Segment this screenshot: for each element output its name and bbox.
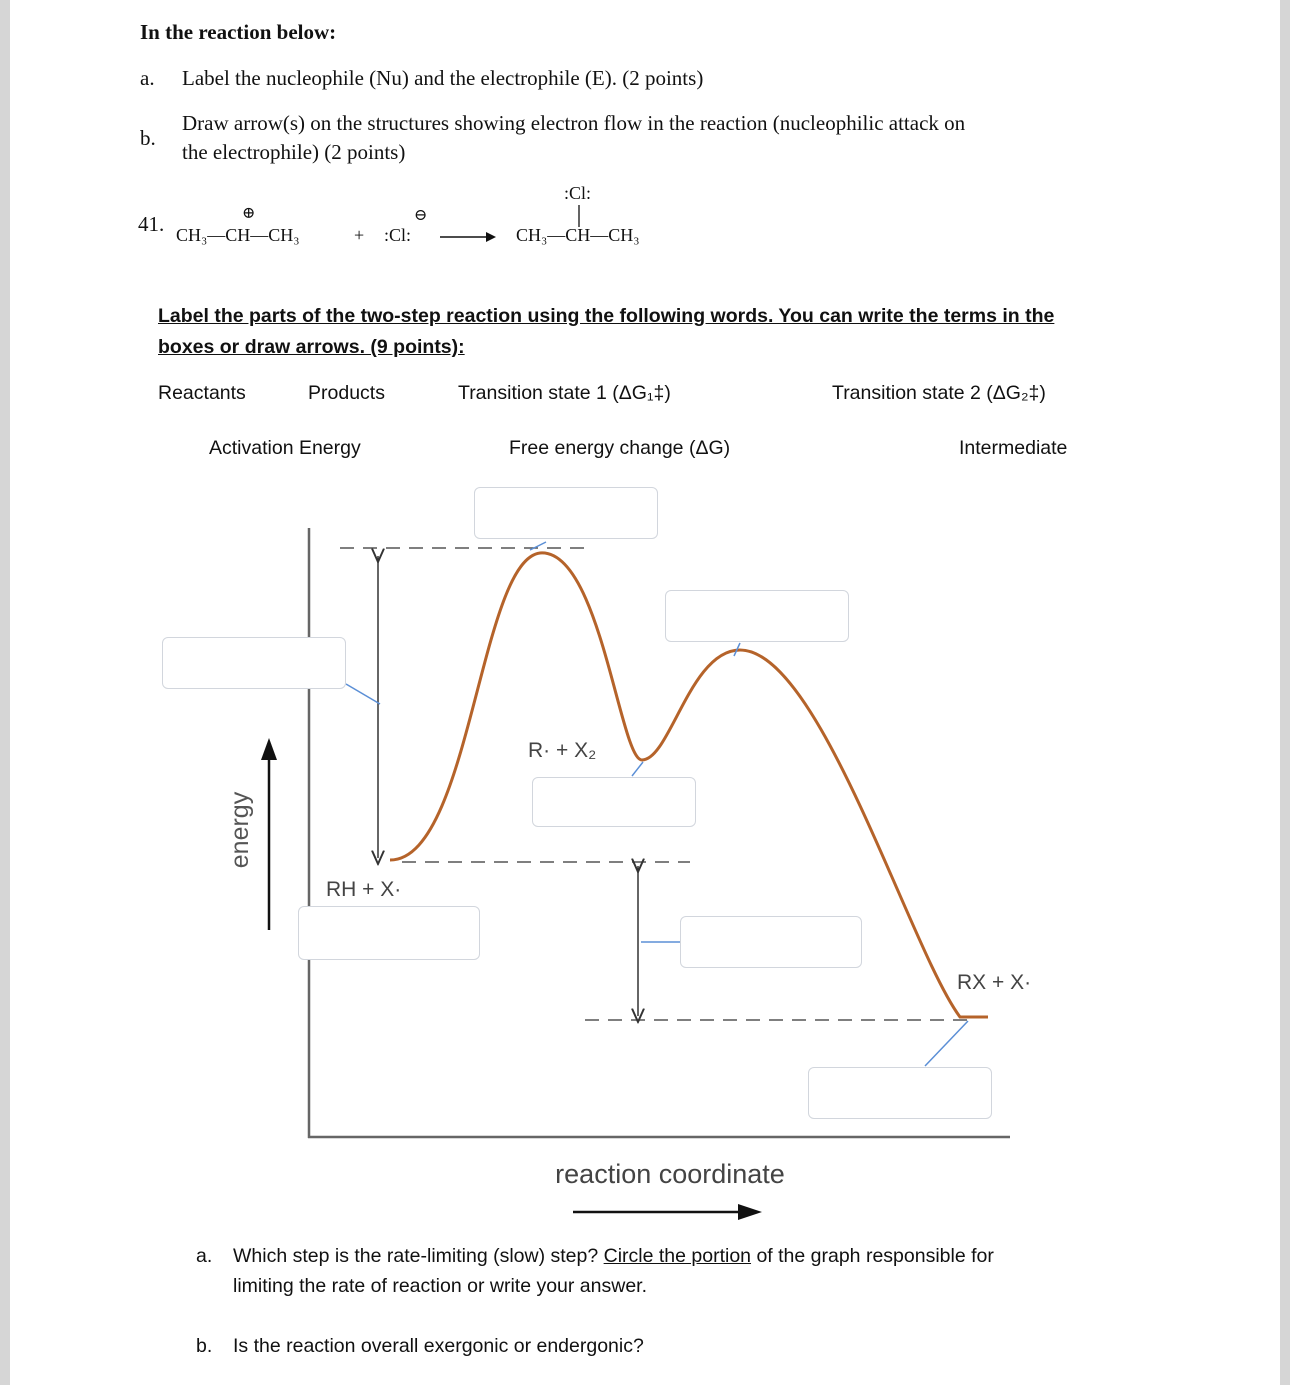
answer-box-activation-energy[interactable]: [162, 637, 346, 689]
negative-charge-icon: ⊖: [414, 207, 428, 224]
positive-charge-icon: ⊕: [242, 205, 256, 222]
energy-arrowhead-icon: [261, 738, 277, 760]
energy-diagram: [10, 0, 1280, 1240]
intermediate-species-label: R· + X₂: [528, 739, 597, 762]
answer-box-free-energy-change[interactable]: [680, 916, 862, 968]
instructions-line1: Label the parts of the two-step reaction using the following words. You can write the terms in the: [158, 305, 1055, 327]
term-products: Products: [308, 382, 385, 404]
energy-axis-label: energy: [226, 791, 254, 869]
answer-box-transition-state-1[interactable]: [474, 487, 658, 539]
answer-box-intermediate[interactable]: [532, 777, 696, 827]
product-chlorine: :Cl:: [564, 183, 592, 203]
answer-box-products[interactable]: [808, 1067, 992, 1119]
answer-box-reactants[interactable]: [298, 906, 480, 960]
products-species-label: RX + X·: [957, 971, 1032, 994]
term-transition-state-1: Transition state 1 (ΔG₁‡): [458, 382, 671, 404]
question-a-underlined: Circle the portion: [603, 1245, 752, 1267]
part-a-text: Label the nucleophile (Nu) and the electrophile (E). (2 points): [182, 66, 704, 90]
reactants-species-label: RH + X·: [326, 878, 402, 901]
reaction-number: 41.: [138, 212, 165, 236]
reactant-carbocation: CH₃—CH—CH₃: [176, 225, 300, 245]
worksheet-page: [10, 0, 1280, 1385]
question-b-letter: b.: [196, 1335, 213, 1357]
term-intermediate: Intermediate: [959, 437, 1068, 459]
instructions-line2: boxes or draw arrows. (9 points):: [158, 336, 465, 358]
term-transition-state-2: Transition state 2 (ΔG₂‡): [832, 382, 1046, 404]
reactant-chloride: :Cl:: [384, 225, 412, 245]
part-b-letter: b.: [140, 126, 156, 150]
heading: In the reaction below:: [140, 20, 337, 44]
part-b-line1: Draw arrow(s) on the structures showing electron flow in the reaction (nucleophilic attack on: [182, 111, 966, 135]
part-b-line2: the electrophile) (2 points): [182, 140, 406, 164]
answer-box-transition-state-2[interactable]: [665, 590, 849, 642]
reaction-coordinate-label: reaction coordinate: [555, 1159, 785, 1189]
part-a-letter: a.: [140, 66, 155, 90]
reaction-arrowhead-icon: [738, 1204, 762, 1220]
term-activation-energy: Activation Energy: [209, 437, 361, 459]
question-a-line1: Which step is the rate-limiting (slow) step? Circle the portion of the graph responsible for: [233, 1245, 994, 1267]
product-chain: CH₃—CH—CH₃: [516, 225, 640, 245]
plus-sign: +: [354, 225, 365, 245]
question-b-text: Is the reaction overall exergonic or endergonic?: [233, 1335, 644, 1357]
term-reactants: Reactants: [158, 382, 246, 404]
question-a-line2: limiting the rate of reaction or write your answer.: [233, 1275, 648, 1297]
question-a-letter: a.: [196, 1245, 213, 1267]
term-free-energy-change: Free energy change (ΔG): [509, 437, 731, 459]
